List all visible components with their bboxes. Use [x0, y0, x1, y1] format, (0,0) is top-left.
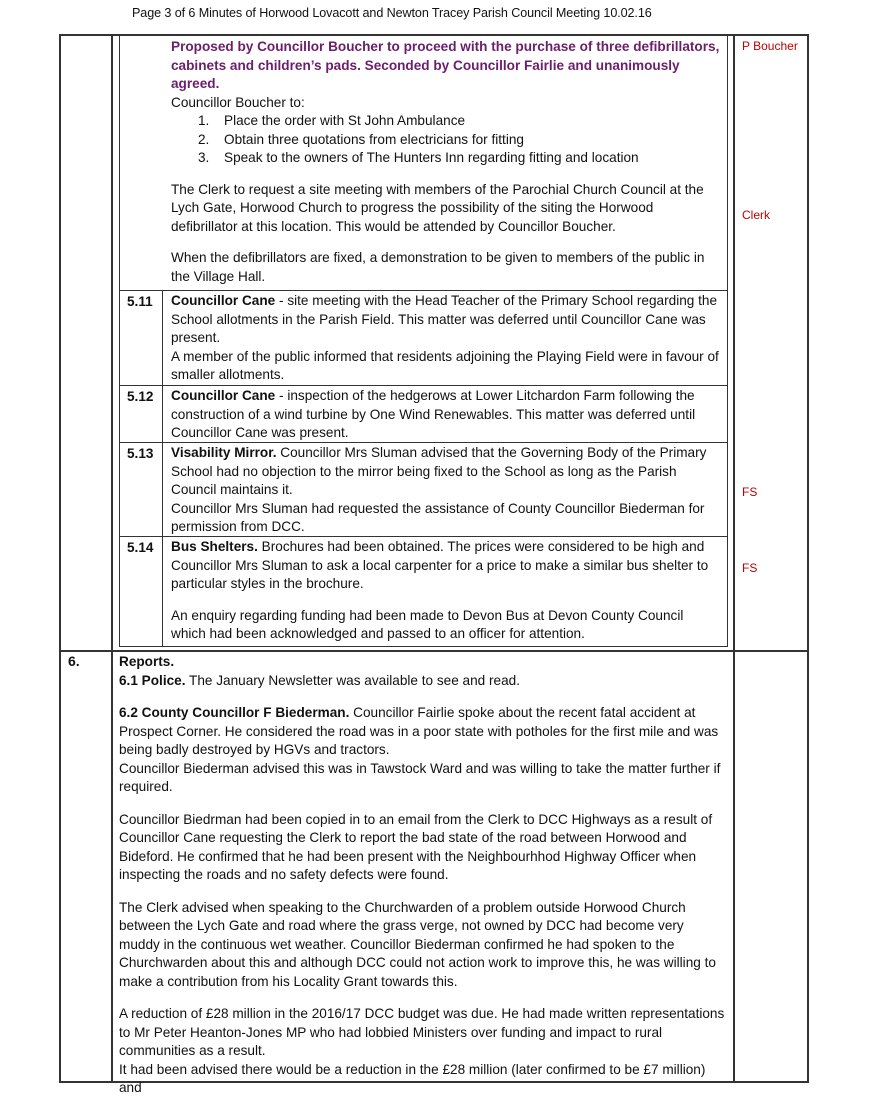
police-heading: 6.1 Police. [119, 672, 186, 688]
item-number: 5.14 [120, 537, 163, 647]
list-item: 3. Speak to the owners of The Hunters Inn regarding fitting and location [198, 150, 639, 165]
item-note: A member of the public informed that residents adjoining the Playing Field were in favour of smaller allotments. [171, 348, 719, 382]
item-title: Councillor Cane [171, 388, 276, 403]
section-number: 6. [68, 653, 80, 669]
item-number-column-divider [111, 34, 113, 1083]
item-row-5-14: 5.14 Bus Shelters. Brochures had been obtained. The prices were considered to be high and Councillor Mrs Sluman to ask a local carpenter for a price to make a similar bus shelter to particular styles in the brochure. An enquiry regarding funding had been made to Devon Bus at Devon County Council which had been acknowledged and passed to an officer for attention. [120, 536, 727, 647]
item-title: Visability Mirror. [171, 445, 277, 460]
section6-reports: Reports. 6.1 Police. The January Newsletter was available to see and read. 6.2 County Councillor F Biederman. Councillor Fairlie spoke about the recent fatal accident at Prospect Corner. He considered the road was in a poor state with potholes for the first mile and was being badly destroyed by HGVs and tractors. Councillor Biederman advised this was in Tawstock Ward and was willing to take the matter further if required. Councillor Biedrman had been copied in to an email from the Clerk to DCC Highways as a result of Councillor Cane requesting the Clerk to report the bad state of the road between Horwood and Bideford. He confirmed that he had been present with the Neighbourhhod Highway Officer when inspecting the roads and no safety defects were found. The Clerk advised when speaking to the Churchwarden of a problem outside Horwood Church between the Lych Gate and road where the grass verge, not owned by DCC had become very muddy in the continuous wet weather. Councillor Biederman confirmed he had spoken to the Churchwarden about this and although DCC could not action work to improve this, he was willing to make a contribution from his Locality Grant towards this. A reduction of £28 million in the 2016/17 DCC budget was due. He had made written representations to Mr Peter Heanton-Jones MP who had lobbied Ministers over funding and impact to rural communities as a result. It had been advised there would be a reduction in the £28 million (later confirmed to be £7 million) and [119, 653, 725, 1098]
report-paragraph: Councillor Biederman advised this was in Tawstock Ward and was willing to take the matter further if required. [119, 760, 721, 794]
report-paragraph: Councillor Biedrman had been copied in to an email from the Clerk to DCC Highways as a result of Councillor Cane requesting the Clerk to report the bad state of the road between Horwood and Bideford. He confirmed that he had been present with the Neighbourhhod Highway Officer when inspecting the roads and no safety defects were found. [119, 811, 713, 882]
item-note: An enquiry regarding funding had been made to Devon Bus at Devon County Council which had been acknowledged and passed to an officer for attention. [171, 607, 684, 641]
section5-subtable [119, 34, 728, 647]
action-column-divider [733, 34, 735, 1083]
item-title: Councillor Cane [171, 293, 276, 308]
list-item: 1. Place the order with St John Ambulance [198, 113, 466, 128]
report-paragraph: The Clerk advised when speaking to the Churchwarden of a problem outside Horwood Church between the Lych Gate and road where the grass verge, not owned by DCC had become very muddy in the continuous wet weather. Councillor Biederman confirmed he had spoken to the Churchwarden about this and although DCC could not action work to improve this, he was willing to make a contribution from his Locality Grant towards this. [119, 899, 716, 989]
action-owner-fs: FS [742, 561, 758, 575]
item-row-5-13: 5.13 Visability Mirror. Councillor Mrs Sluman advised that the Governing Body of the Primary School had no objection to the mirror being fixed to the School as long as the Parish Council maintains it. Councillor Mrs Sluman had requested the assistance of County Councillor Biederman for permission from DCC. [120, 442, 727, 536]
continued-item-row [120, 34, 727, 290]
item-number: 5.11 [120, 291, 163, 385]
section-divider [59, 650, 809, 652]
clerk-paragraph: The Clerk to request a site meeting with members of the Parochial Church Council at the Lych Gate, Horwood Church to progress the possibility of the siting the Horwood defibrillator at this location. This would be attended by Councillor Boucher. [171, 181, 704, 234]
report-paragraph: A reduction of £28 million in the 2016/17 DCC budget was due. He had made written representations to Mr Peter Heanton-Jones MP who had lobbied Ministers over funding and impact to rural communities as a result. [119, 1006, 725, 1058]
action-owner-boucher: P Boucher [742, 39, 798, 53]
task-intro: Councillor Boucher to: [171, 94, 305, 110]
item-number: 5.13 [120, 443, 163, 536]
county-councillor-heading: 6.2 County Councillor F Biederman. [119, 705, 350, 720]
task-list [171, 112, 721, 168]
item-row-5-11: 5.11 Councillor Cane - site meeting with the Head Teacher of the Primary School regarding the School allotments in the Parish Field. This matter was deferred until Councillor Cane was present. A member of the public informed that residents adjoining the Playing Field were in favour of smaller allotments. [120, 290, 727, 385]
list-item: 2. Obtain three quotations from electricians for fitting [198, 131, 524, 147]
report-paragraph: It had been advised there would be a reduction in the £28 million (later confirmed to be £7 million) and [119, 1061, 706, 1095]
action-owner-fs: FS [742, 485, 758, 499]
item-number: 5.12 [120, 386, 163, 442]
demonstration-paragraph: When the defibrillators are fixed, a demonstration to be given to members of the public in the Village Hall. [171, 250, 705, 284]
item-note: Councillor Mrs Sluman had requested the assistance of County Councillor Biederman for permission from DCC. [171, 500, 705, 534]
action-owner-clerk: Clerk [742, 208, 771, 222]
item-row-5-12: 5.12 Councillor Cane - inspection of the hedgerows at Lower Litchardon Farm following the construction of a wind turbine by One Wind Renewables. This matter was deferred until Councillor Cane was present. [120, 385, 727, 442]
section-title: Reports. [119, 654, 175, 669]
page-header: Page 3 of 6 Minutes of Horwood Lovacott and Newton Tracey Parish Council Meeting 10.02.16 [132, 6, 652, 20]
proposal-text: Proposed by Councillor Boucher to proceed with the purchase of three defibrillators, cabinets and children’s pads. Seconded by Councillor Fairlie and unanimously agreed. [171, 39, 720, 91]
item-title: Bus Shelters. [171, 539, 258, 554]
